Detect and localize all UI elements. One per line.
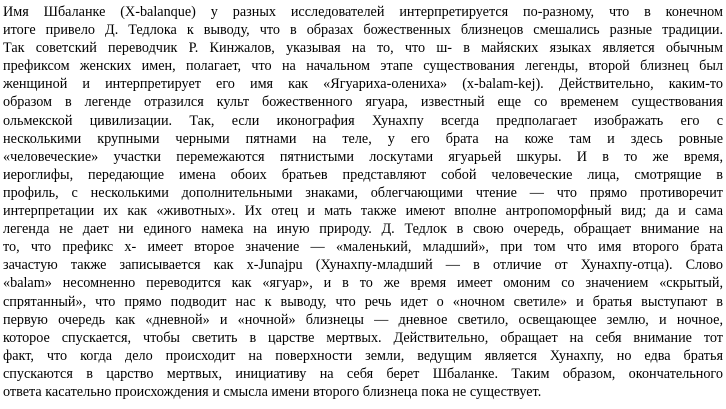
- text-line: то, что префикс x- имеет второе значение — «маленький, младший», при том что имя второго брата: [3, 239, 723, 256]
- text-line: первую очередь как «дневной» и «ночной» близнецы — дневное светило, освещающее землю, и ночное,: [3, 311, 723, 328]
- text-line: спрятанный», что прямо подводит нас к выводу, что речь идет о «ночном светиле» и братья выступают в: [3, 293, 723, 310]
- text-line: легенда не дает ни единого намека на иную природу. Д. Тедлок в свою очередь, обращает внимание на: [3, 221, 723, 238]
- text-line: несколькими крупными черными пятнами на теле, у его брата на коже там и здесь ровные: [3, 130, 723, 147]
- text-line: «человеческие» участки перемежаются пятнистыми лоскутами ягуарьей шкуры. И в то же время,: [3, 148, 723, 165]
- text-line: зачастую также записывается как x-Junajpu (Хунахпу-младший — в отличие от Хунахпу-отца). Слово: [3, 257, 723, 274]
- text-line: образом в легенде отразился культ божественного ягуара, известный еще со временем существования: [3, 94, 723, 111]
- document-text: [3, 3, 723, 407]
- text-line: профиль, с несколькими дополнительными знаками, облегчающими чтение — что прямо противоречит: [3, 184, 723, 201]
- text-line: итоге привело Д. Тедлока к выводу, что в образах божественных близнецов смешались разные традиции.: [3, 22, 723, 39]
- text-line: интерпретации их как «животных». Их отец и мать также имеют вполне антропоморфный вид; да и сама: [3, 203, 723, 220]
- text-line: иероглифы, передающие имена обоих братьев представляют собой человеческие лица, смотрящие в: [3, 166, 723, 183]
- text-line-last: ответа касательно происхождения и смысла имени второго близнеца пока не существует.: [3, 383, 542, 400]
- text-line: спускаются в царство мертвых, инициативу на себя берет Шбаланке. Таким образом, окончательного: [3, 365, 723, 382]
- text-line: «balam» несомненно переводится как «ягуар», и в то же время имеет омоним со значением «скрытый,: [3, 275, 723, 292]
- text-line: которое спускается, чтобы светить в царстве мертвых. Действительно, обращает на себя внимание тот: [3, 329, 723, 346]
- text-line: женщиной и интерпретирует его имя как «Ягуариха-олениха» (x-balam-kej). Действительно, каким-то: [3, 76, 723, 93]
- text-line: ольмекской цивилизации. Так, если иконография Хунахпу всегда предполагает изображать его с: [3, 112, 723, 129]
- text-line: факт, что когда дело происходит на поверхности земли, ведущим является Хунахпу, но едва братья: [3, 347, 723, 364]
- text-line: префиксом женских имен, полагает, что на начальном этапе существования легенды, второй близнец был: [3, 58, 723, 75]
- text-line: Имя Шбаланке (X-balanque) у разных исследователей интерпретируется по-разному, что в конечном: [3, 4, 723, 20]
- text-line: Так советский переводчик Р. Кинжалов, указывая на то, что ш- в майяских языках является обычным: [3, 40, 723, 57]
